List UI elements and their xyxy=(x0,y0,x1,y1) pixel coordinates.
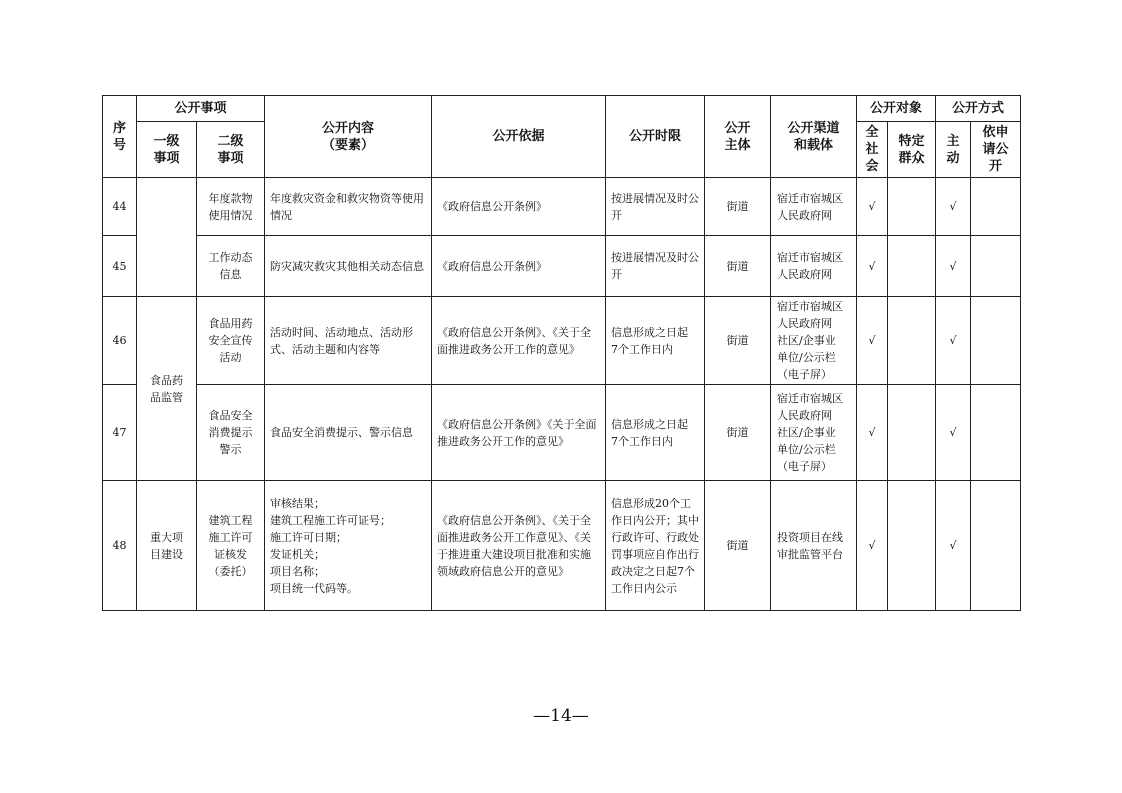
header-seq: 序 号 xyxy=(103,96,137,178)
row-content: 防灾减灾救灾其他相关动态信息 xyxy=(265,236,432,297)
row-content: 审核结果； 建筑工程施工许可证号； 施工许可日期； 发证机关； 项目名称； 项目统一代码等。 xyxy=(265,481,432,611)
header-time-limit: 公开时限 xyxy=(606,96,705,178)
header-target: 公开对象 xyxy=(857,96,936,122)
header-target-all: 全 社 会 xyxy=(857,122,888,178)
row-target-specific xyxy=(888,297,936,385)
table-row xyxy=(103,297,1021,385)
row-subject: 街道 xyxy=(705,178,771,236)
row-target-all: √ xyxy=(857,297,888,385)
row-basis: 《政府信息公开条例》《关于全面推进政务公开工作的意见》 xyxy=(432,385,606,481)
row-basis: 《政府信息公开条例》、《关于全面推进政务公开工作的意见》 xyxy=(432,297,606,385)
row-method-active: √ xyxy=(936,178,971,236)
row-channel: 宿迁市宿城区 人民政府网 社区/企事业 单位/公示栏 （电子屏） xyxy=(771,385,857,481)
row-level1-empty xyxy=(137,178,197,297)
row-target-all: √ xyxy=(857,178,888,236)
row-content: 年度救灾资金和救灾物资等使用情况 xyxy=(265,178,432,236)
row-method-active: √ xyxy=(936,297,971,385)
row-method-request xyxy=(971,236,1021,297)
row-time-limit: 按进展情况及时公开 xyxy=(606,178,705,236)
row-content: 食品安全消费提示、警示信息 xyxy=(265,385,432,481)
header-method-active: 主 动 xyxy=(936,122,971,178)
row-subject: 街道 xyxy=(705,297,771,385)
row-content: 活动时间、活动地点、活动形式、活动主题和内容等 xyxy=(265,297,432,385)
row-channel: 投资项目在线 审批监管平台 xyxy=(771,481,857,611)
row-level2: 工作动态 信息 xyxy=(197,236,265,297)
row-target-specific xyxy=(888,385,936,481)
row-subject: 街道 xyxy=(705,481,771,611)
header-public-items: 公开事项 xyxy=(137,96,265,122)
row-seq: 46 xyxy=(103,297,137,385)
header-level2: 二级 事项 xyxy=(197,122,265,178)
row-time-limit: 按进展情况及时公开 xyxy=(606,236,705,297)
row-level2: 建筑工程 施工许可 证核发 （委托） xyxy=(197,481,265,611)
row-target-specific xyxy=(888,236,936,297)
row-seq: 47 xyxy=(103,385,137,481)
row-seq: 48 xyxy=(103,481,137,611)
row-channel: 宿迁市宿城区 人民政府网 社区/企事业 单位/公示栏 （电子屏） xyxy=(771,297,857,385)
group-major-project: 重大项 目建设 xyxy=(137,481,197,611)
table-row xyxy=(103,178,1021,236)
row-method-request xyxy=(971,297,1021,385)
row-seq: 44 xyxy=(103,178,137,236)
row-level2: 食品用药 安全宣传 活动 xyxy=(197,297,265,385)
header-method: 公开方式 xyxy=(936,96,1021,122)
row-seq: 45 xyxy=(103,236,137,297)
row-target-all: √ xyxy=(857,385,888,481)
header-row-1 xyxy=(103,96,1021,122)
row-method-active: √ xyxy=(936,236,971,297)
row-target-specific xyxy=(888,481,936,611)
row-channel: 宿迁市宿城区 人民政府网 xyxy=(771,236,857,297)
row-basis: 《政府信息公开条例》 xyxy=(432,236,606,297)
group-food-drug: 食品药 品监管 xyxy=(137,297,197,481)
row-method-active: √ xyxy=(936,385,971,481)
row-channel: 宿迁市宿城区 人民政府网 xyxy=(771,178,857,236)
row-method-active: √ xyxy=(936,481,971,611)
row-target-all: √ xyxy=(857,236,888,297)
row-level2: 年度款物 使用情况 xyxy=(197,178,265,236)
row-time-limit: 信息形成之日起 7个工作日内 xyxy=(606,385,705,481)
row-basis: 《政府信息公开条例》 xyxy=(432,178,606,236)
header-level1: 一级 事项 xyxy=(137,122,197,178)
row-method-request xyxy=(971,178,1021,236)
table-row xyxy=(103,236,1021,297)
header-target-specific: 特定 群众 xyxy=(888,122,936,178)
header-subject: 公开 主体 xyxy=(705,96,771,178)
row-time-limit: 信息形成20个工作日内公开；其中行政许可、行政处罚事项应自作出行政决定之日起7个工作日内公示 xyxy=(606,481,705,611)
header-content: 公开内容 （要素） xyxy=(265,96,432,178)
table-row xyxy=(103,481,1021,611)
row-method-request xyxy=(971,385,1021,481)
page-number: —14— xyxy=(533,706,589,726)
row-method-request xyxy=(971,481,1021,611)
row-time-limit: 信息形成之日起 7个工作日内 xyxy=(606,297,705,385)
row-target-specific xyxy=(888,178,936,236)
header-basis: 公开依据 xyxy=(432,96,606,178)
table-row xyxy=(103,385,1021,481)
row-target-all: √ xyxy=(857,481,888,611)
header-method-request: 依申 请公 开 xyxy=(971,122,1021,178)
row-subject: 街道 xyxy=(705,385,771,481)
row-basis: 《政府信息公开条例》、《关于全面推进政务公开工作意见》、《关于推进重大建设项目批准和实施领域政府信息公开的意见》 xyxy=(432,481,606,611)
row-level2: 食品安全 消费提示 警示 xyxy=(197,385,265,481)
disclosure-table xyxy=(102,95,1021,611)
header-channel: 公开渠道 和载体 xyxy=(771,96,857,178)
row-subject: 街道 xyxy=(705,236,771,297)
